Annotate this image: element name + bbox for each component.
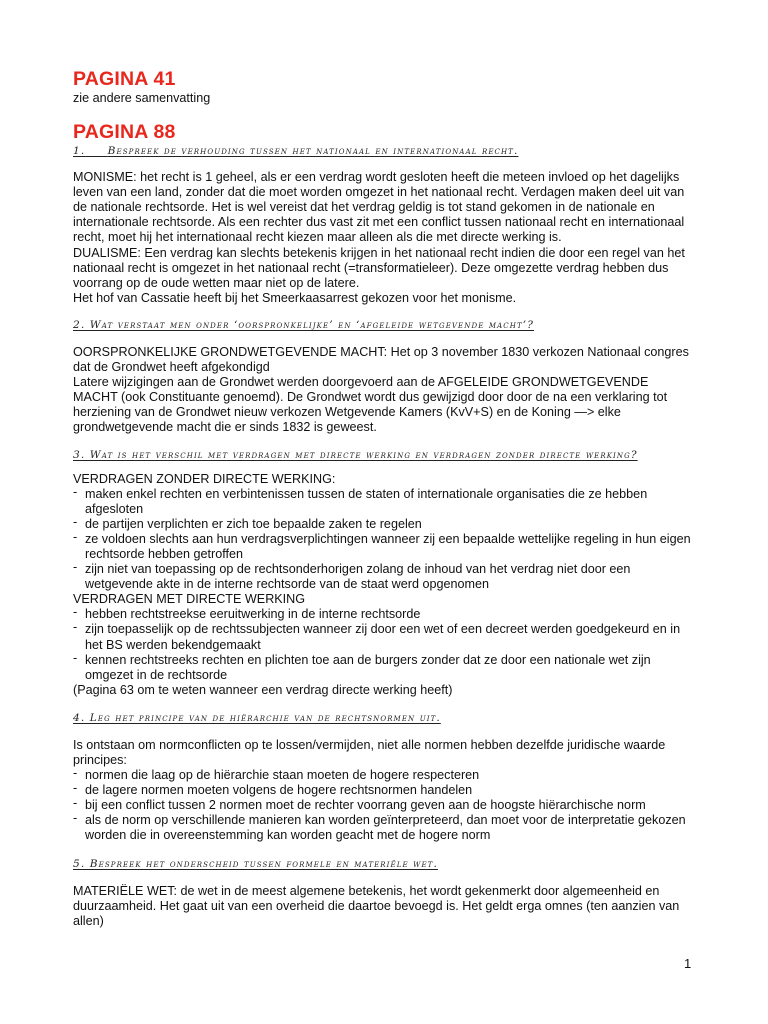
question-1-title: Bespreek de verhouding tussen het nationaal en internationaal recht. — [107, 145, 519, 158]
list-item: - maken enkel rechten en verbintenissen tussen de staten of internationale organisaties die ze hebben afgesloten — [73, 487, 695, 517]
paragraph-oorspronkelijke-macht: OORSPRONKELIJKE GRONDWETGEVENDE MACHT: Het op 3 november 1830 verkozen Nationaal congres dat de Grondwet heeft afgekondigd — [73, 344, 689, 375]
heading-pagina-88: PAGINA 88 — [73, 121, 176, 144]
paragraph-afgeleide-macht: Latere wijzigingen aan de Grondwet werden doorgevoerd aan de AFGELEIDE GRONDWETGEVENDE MACHT (ook Constituante genoemd). De Grondwet wordt dus gewijzigd door door de na een verklaring tot herziening van de Grondwet nieuw verkozen Wetgevende Kamers (KvV+S) en de Koning —> elke grondwetgevende macht die er sinds 1832 is geweest. — [73, 375, 668, 435]
list-item: - kennen rechtstreeks rechten en plichten toe aan de burgers zonder dat ze door een nationale wet zijn omgezet in de rechtsorde — [73, 653, 695, 683]
note-pagina-63: (Pagina 63 om te weten wanneer een verdrag directe werking heeft) — [73, 682, 453, 697]
paragraph-smeerkaasarrest: Het hof van Cassatie heeft bij het Smeerkaasarrest gekozen voor het monisme. — [73, 290, 517, 305]
list-item: - zijn toepasselijk op de rechtssubjecten wanneer zij door een wet of een decreet werden goedgekeurd en in het BS werden bekendgemaakt — [73, 622, 695, 652]
list-zonder-directe-werking — [73, 487, 695, 593]
question-5: 5. Bespreek het onderscheid tussen formele en materiële wet. — [73, 857, 438, 870]
document-page — [73, 68, 695, 929]
list-item: - de lagere normen moeten volgens de hogere rechtsnormen handelen — [73, 783, 695, 798]
label-principes: principes: — [73, 753, 127, 767]
paragraph-monisme: MONISME: het recht is 1 geheel, als er een verdrag wordt gesloten heeft die meteen invloed op het dagelijks leven van een land, zonder dat die moet worden omgezet in het nationaal recht. Verdagen maken deel uit van de nationale rechtsorde. Het is wel vereist dat het verdrag geldig is tot stand gekomen in de nationale en internationale rechtsorde. Als een rechter dus vast zit met een conflict tussen nationaal recht en internationaal recht, moet hij het internationaal recht kiezen maar alleen als die met directe werking is. — [73, 170, 685, 245]
subtitle-andere-samenvatting: zie andere samenvatting — [73, 91, 211, 105]
question-4: 4. Leg het principe van de hiërarchie van de rechtsnormen uit. — [73, 711, 441, 724]
list-item: - hebben rechtstreekse eeruitwerking in de interne rechtsorde — [73, 607, 695, 622]
question-1 — [73, 145, 695, 158]
paragraph-materiele-wet: MATERIËLE WET: de wet in de meest algemene betekenis, het wordt gekenmerkt door algemeenheid en duurzaamheid. Het gaat uit van een overheid die daartoe bevoegd is. Het geldt erga omnes (ten aanzien van allen) — [73, 883, 680, 928]
heading-zonder-directe-werking: VERDRAGEN ZONDER DIRECTE WERKING: — [73, 471, 336, 486]
question-2: 2. Wat verstaat men onder ‘oorspronkelijke’ en ‘afgeleide wetgevende macht’? — [73, 318, 534, 331]
heading-met-directe-werking: VERDRAGEN MET DIRECTE WERKING — [73, 592, 306, 607]
question-3: 3. Wat is het verschil met verdragen met directe werking en verdragen zonder directe werking? — [73, 448, 638, 461]
heading-pagina-41: PAGINA 41 — [73, 68, 176, 90]
question-1-number: 1. — [73, 145, 86, 158]
page-number: 1 — [684, 956, 692, 971]
list-principes — [73, 768, 695, 843]
list-item: - als de norm op verschillende manieren kan worden geïnterpreteerd, dan moet voor de interpretatie gekozen worden die in overeenstemming kan worden geacht met de hogere norm — [73, 813, 695, 843]
list-item: - normen die laag op de hiërarchie staan moeten de hogere respecteren — [73, 768, 695, 783]
list-met-directe-werking — [73, 607, 695, 682]
paragraph-normconflicten: Is ontstaan om normconflicten op te lossen/vermijden, niet alle normen hebben dezelfde juridische waarde — [73, 737, 666, 752]
list-item: - ze voldoen slechts aan hun verdragsverplichtingen wanneer zij een bepaalde wettelijke regeling in hun eigen rechtsorde hebben getroffen — [73, 532, 695, 562]
paragraph-dualisme: DUALISME: Een verdrag kan slechts betekenis krijgen in het nationaal recht indien die door een regel van het nationaal recht is omgezet in het nationaal recht (=transformatieleer). Deze omgezette verdrag hebben dus voorrang op de oude wetten maar niet op de latere. — [73, 245, 685, 290]
list-item: - zijn niet van toepassing op de rechtsonderhorigen zolang de inhoud van het verdrag niet door een wetgevende akte in de interne rechtsorde van de staat werd opgenomen — [73, 562, 695, 592]
list-item: - bij een conflict tussen 2 normen moet de rechter voorrang geven aan de hoogste hiërarchische norm — [73, 798, 695, 813]
list-item: - de partijen verplichten er zich toe bepaalde zaken te regelen — [73, 517, 695, 532]
